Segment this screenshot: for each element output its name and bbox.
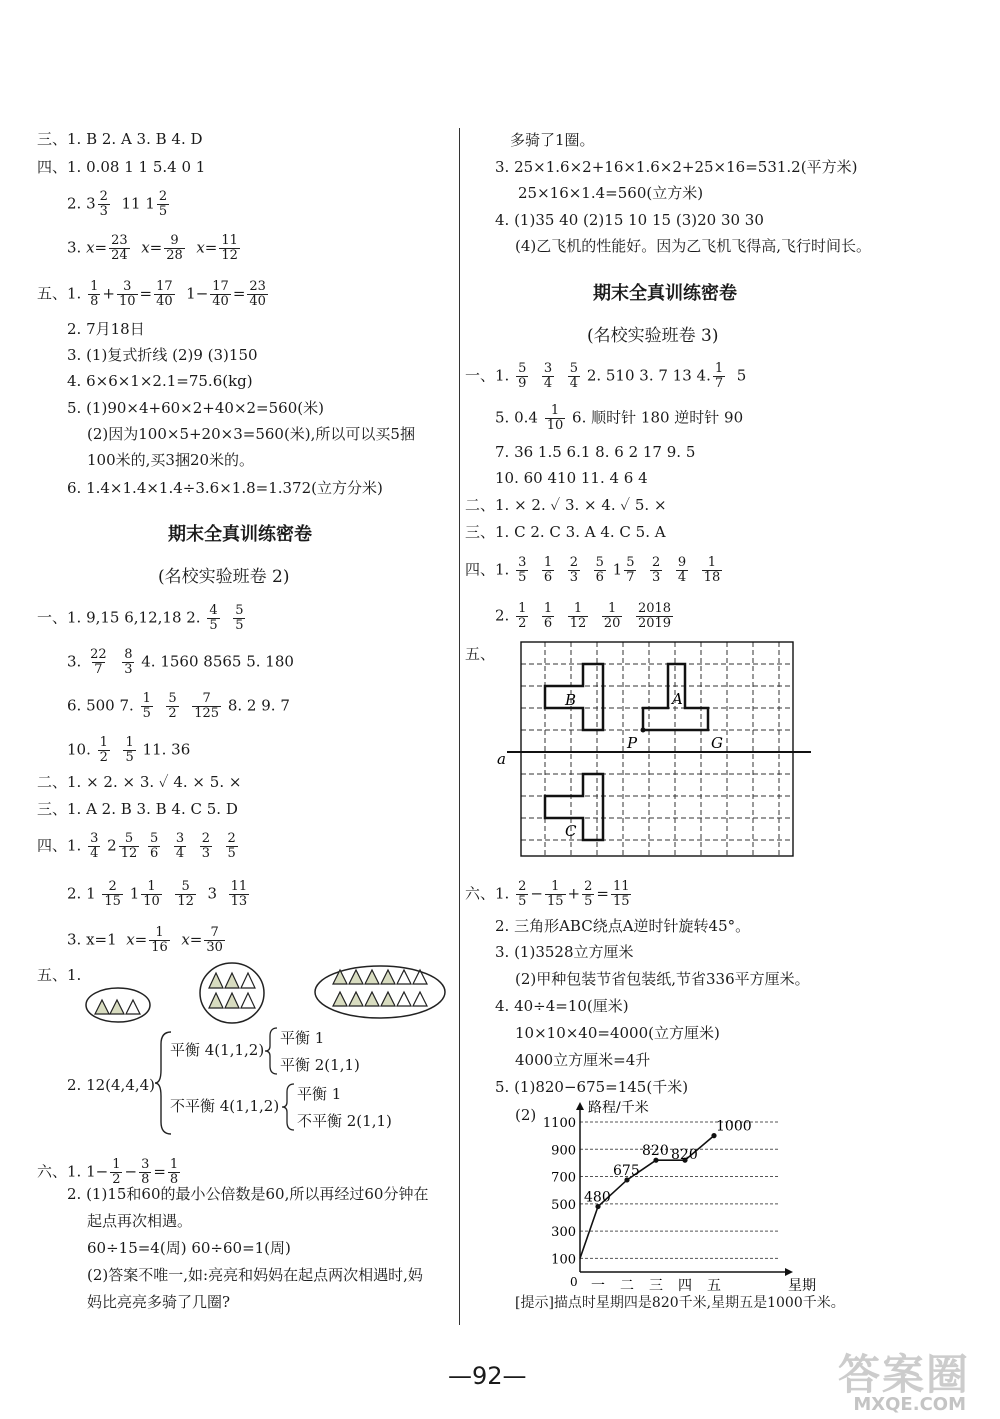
data-label: 480: [584, 1189, 611, 1206]
fraction: $\frac{2}{3}$: [99, 189, 108, 219]
balance-branch: 平衡 4(1,1,2): [170, 1041, 265, 1059]
answer-line: 3. x= $\frac{23}{24}$ x= $\frac{9}{28}$ x= $\frac{11}{12}$: [67, 233, 238, 263]
y-tick-label: 1100: [542, 1116, 576, 1131]
answer-line: 二、1. × 2. × 3. ✓ 4. × 5. ×: [37, 773, 242, 791]
answer-line: 四、1. $\frac{3}{4}$ 2 $\frac{5}{12}$ $\frac{5}{6}$ $\frac{3}{4}$ $\frac{2}{3}$ $\frac{2}{5}$: [37, 831, 236, 861]
label-P: P: [627, 734, 638, 752]
answer-line: 2. 1 $\frac{2}{15}$ 1 $\frac{1}{10}$ $\frac{5}{12}$ 3 $\frac{11}{13}$: [67, 879, 248, 909]
answer-line: 2. 3 $\frac{2}{3}$ 11 1 $\frac{2}{5}$: [67, 189, 168, 219]
answer-line: 五、1.: [37, 966, 82, 984]
answer-line: 5. 0.4 $\frac{1}{10}$ 6. 顺时针 180 逆时针 90: [495, 403, 744, 433]
answer-line: 3. $\frac{22}{7}$ $\frac{8}{3}$ 4. 1560 8565 5. 180: [67, 647, 294, 677]
label-a: a: [497, 750, 506, 768]
y-tick-label: 500: [551, 1197, 576, 1213]
answer-line: 10. 60 410 11. 4 6 4: [495, 469, 648, 487]
x-axis-arrow: [785, 1268, 793, 1276]
answer-line: 6. 500 7. $\frac{1}{5}$ $\frac{5}{2}$ $\frac{7}{125}$ 8. 2 9. 7: [67, 691, 290, 721]
brace-figure: [282, 1082, 296, 1132]
triangle-groups-figure: [60, 960, 450, 1030]
y-tick-label: 100: [551, 1252, 576, 1268]
answer-line: 三、1. C 2. C 3. A 4. C 5. A: [465, 523, 666, 541]
answer-line: (2)答案不唯一,如:亮亮和妈妈在起点两次相遇时,妈: [87, 1266, 423, 1284]
answer-line: 4. 6×6×1×2.1=75.6(kg): [67, 372, 253, 390]
answer-line: 五、1. $\frac{1}{8}$ + $\frac{3}{10}$ = $\frac{17}{40}$ 1− $\frac{17}{40}$ = $\frac{23}{40}$: [37, 279, 266, 309]
label-B: B: [565, 691, 577, 709]
answer-line: 三、1. B 2. A 3. B 4. D: [37, 130, 203, 148]
y-axis-label: 路程/千米: [588, 1100, 649, 1116]
answer-line: 一、1. 9,15 6,12,18 2. $\frac{4}{5}$ $\frac{5}{5}$: [37, 603, 244, 633]
answer-line: 六、1. 1− $\frac{1}{2}$ − $\frac{3}{8}$ = $\frac{1}{8}$: [37, 1157, 179, 1187]
page-number: —92—: [448, 1362, 527, 1390]
y-tick-label: 300: [551, 1225, 576, 1241]
answer-line: (2): [515, 1106, 537, 1124]
answer-line: 25×16×1.4=560(立方米): [518, 184, 704, 202]
balance-leaf: 不平衡 2(1,1): [297, 1112, 392, 1130]
section-title: 期末全真训练密卷: [168, 524, 312, 545]
brace-figure: [265, 1026, 279, 1076]
answer-line: 60÷15=4(周) 60÷60=1(周): [87, 1239, 291, 1257]
label-G: G: [711, 734, 723, 752]
answer-line: 5. (1)820−675=145(千米): [495, 1078, 689, 1096]
answer-line: 2. 12(4,4,4): [67, 1076, 156, 1094]
data-label: 820: [671, 1147, 698, 1164]
distance-line-chart: [530, 1100, 830, 1295]
x-tick-label: 三: [649, 1278, 663, 1294]
answer-line: 3. x=1 x= $\frac{1}{16}$ x= $\frac{7}{30}$: [67, 925, 223, 955]
answer-line: 4000立方厘米=4升: [515, 1051, 651, 1069]
answer-line: 多骑了1圈。: [510, 131, 595, 149]
answer-line: 四、1. $\frac{3}{5}$ $\frac{1}{6}$ $\frac{2}{3}$ $\frac{5}{6}$ 1 $\frac{5}{7}$ $\frac{2}{3}$ $\frac{9}{4}$ $\frac{1}{18}$: [465, 555, 721, 585]
hint-line: [提示]描点时星期四是820千米,星期五是1000千米。: [515, 1295, 845, 1311]
answer-line: 100米的,买3捆20米的。: [87, 451, 255, 469]
answer-line: 10. $\frac{1}{2}$ $\frac{1}{5}$ 11. 36: [67, 735, 191, 765]
answer-line: 起点再次相遇。: [87, 1212, 193, 1230]
answer-line: 四、1. 0.08 1 1 5.4 0 1: [37, 158, 206, 176]
balance-leaf: 平衡 1: [297, 1085, 342, 1103]
data-label: 1000: [716, 1118, 752, 1135]
grid-transformation-figure: [493, 638, 813, 860]
answer-line: 5. (1)90×4+60×2+40×2=560(米): [67, 399, 324, 417]
answer-line: 3. 25×1.6×2+16×1.6×2+25×16=531.2(平方米): [495, 158, 858, 176]
answer-line: 7. 36 1.5 6.1 8. 6 2 17 9. 5: [495, 443, 696, 461]
balance-leaf: 平衡 2(1,1): [280, 1056, 360, 1074]
x-tick-label: 一: [591, 1278, 605, 1294]
answer-line: 4. 40÷4=10(厘米): [495, 997, 629, 1015]
answer-line: 五、: [465, 645, 496, 663]
answer-line: 2. (1)15和60的最小公倍数是60,所以再经过60分钟在: [67, 1185, 429, 1203]
answer-line: 6. 1.4×1.4×1.4÷3.6×1.8=1.372(立方分米): [67, 479, 383, 497]
answer-line: 3. (1)复式折线 (2)9 (3)150: [67, 346, 258, 364]
origin-label: 0: [570, 1275, 578, 1289]
answer-line: 4. (1)35 40 (2)15 10 15 (3)20 30 30: [495, 211, 764, 229]
x-tick-label: 五: [707, 1278, 721, 1294]
answer-line: 2. $\frac{1}{2}$ $\frac{1}{6}$ $\frac{1}{12}$ $\frac{1}{20}$ $\frac{2018}{2019}$: [495, 601, 672, 631]
x-tick-label: 四: [678, 1278, 692, 1294]
answer-line: (4)乙飞机的性能好。因为乙飞机飞得高,飞行时间长。: [515, 237, 872, 255]
y-axis-arrow: [576, 1102, 584, 1110]
watermark-logo: 答案圈 MXQE.COM: [837, 1350, 970, 1415]
section-subtitle: (名校实验班卷 2): [158, 567, 290, 587]
answer-line: 二、1. × 2. ✓ 3. × 4. ✓ 5. ×: [465, 496, 667, 514]
answer-line: 2. 7月18日: [67, 320, 145, 338]
y-tick-label: 700: [551, 1170, 576, 1186]
x-axis-label: 星期: [788, 1278, 816, 1294]
section-title: 期末全真训练密卷: [593, 283, 737, 304]
y-tick-label: 900: [551, 1143, 576, 1159]
label-C: C: [565, 822, 577, 840]
answer-line: (2)因为100×5+20×3=560(米),所以可以买5捆: [87, 425, 415, 443]
label-A: A: [672, 690, 683, 708]
answer-line: 3. (1)3528立方厘米: [495, 943, 634, 961]
answer-line: 三、1. A 2. B 3. B 4. C 5. D: [37, 800, 238, 818]
answer-line: 一、1. $\frac{5}{9}$ $\frac{3}{4}$ $\frac{5}{4}$ 2. 510 3. 7 13 4. $\frac{1}{7}$ 5: [465, 361, 747, 391]
x-tick-label: 二: [620, 1278, 634, 1294]
column-divider: [459, 128, 460, 1325]
data-label: 820: [642, 1143, 669, 1160]
section-subtitle: (名校实验班卷 3): [587, 326, 719, 346]
answer-line: (2)甲种包装节省包装纸,节省336平方厘米。: [515, 970, 810, 988]
answer-line: 10×10×40=4000(立方厘米): [515, 1024, 720, 1042]
answer-line: 2. 三角形ABC绕点A逆时针旋转45°。: [495, 917, 751, 935]
data-label: 675: [613, 1162, 640, 1179]
answer-line: 妈比亮亮多骑了几圈?: [87, 1293, 231, 1311]
balance-leaf: 平衡 1: [280, 1029, 325, 1047]
answer-line: 六、1. $\frac{2}{5}$ − $\frac{1}{15}$ + $\frac{2}{5}$ = $\frac{11}{15}$: [465, 879, 630, 909]
balance-branch: 不平衡 4(1,1,2): [170, 1097, 280, 1115]
